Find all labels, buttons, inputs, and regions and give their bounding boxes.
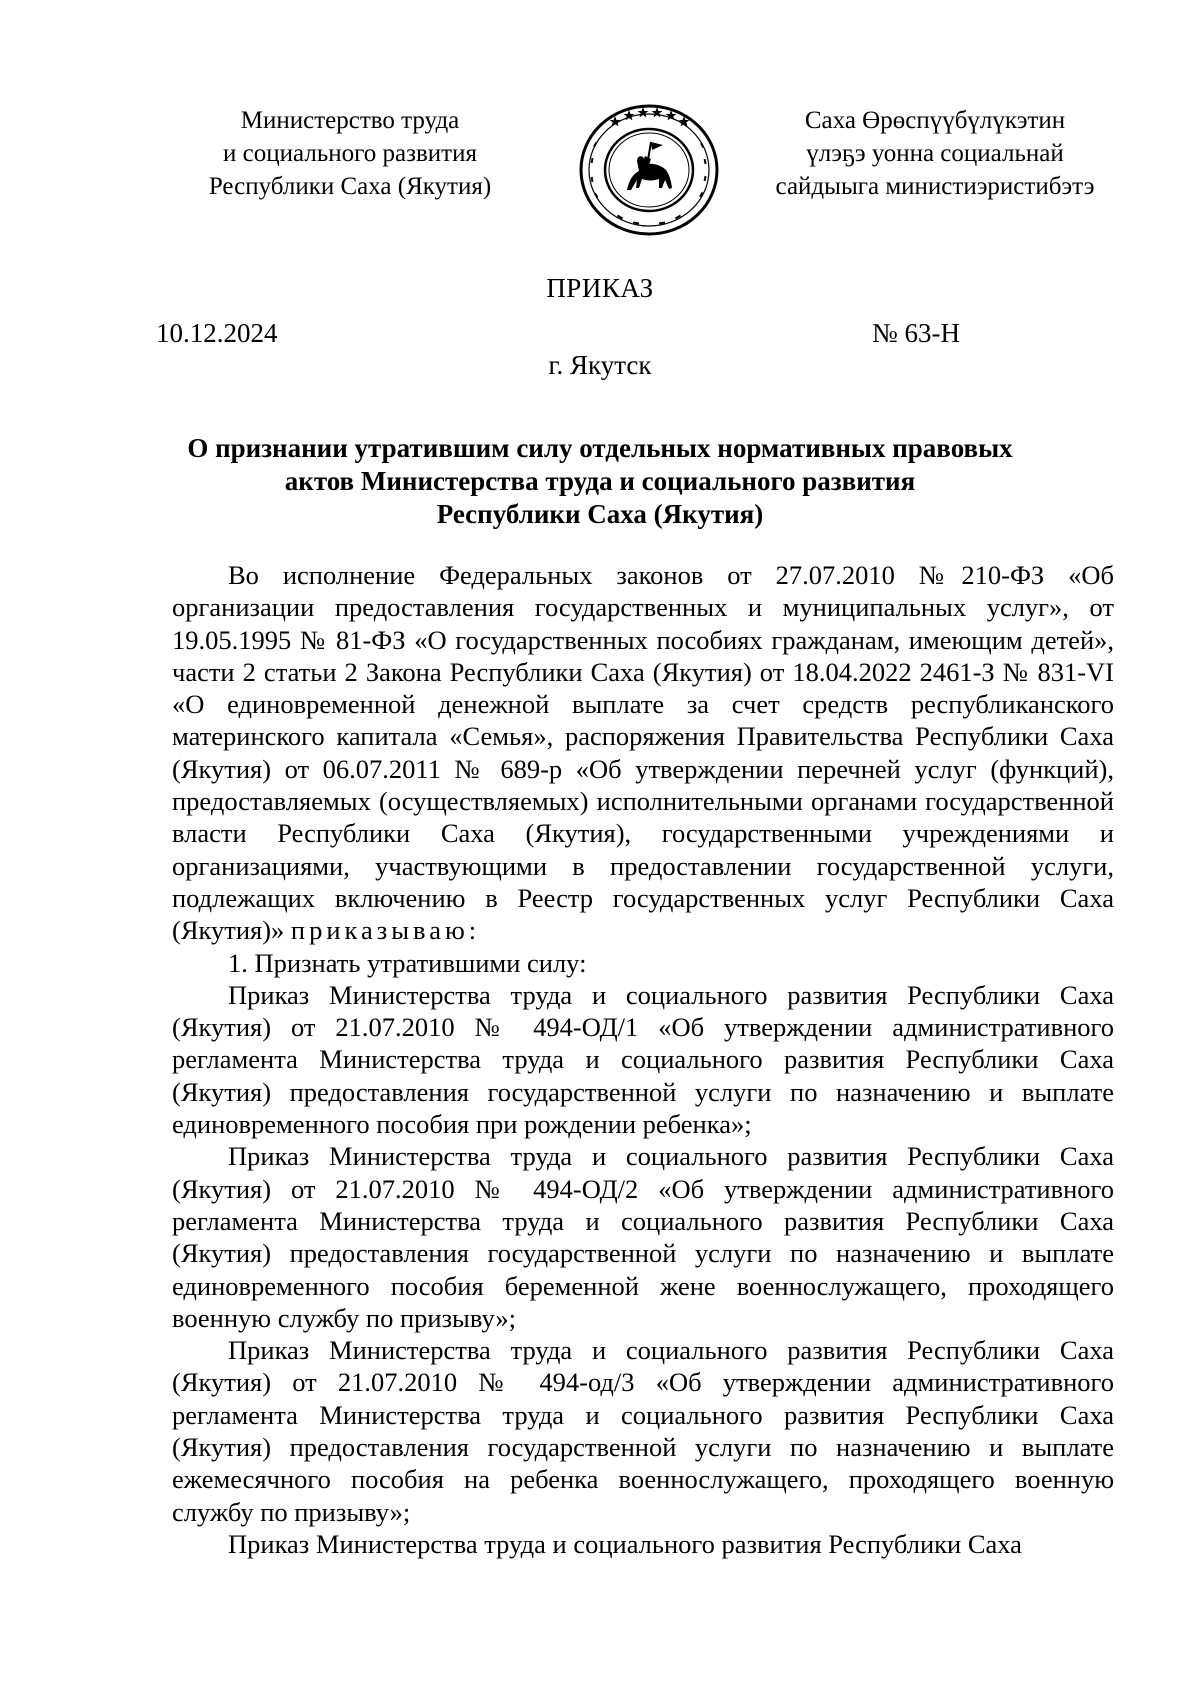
ministry-name-line: үлэҕэ уонна социальнай [806, 140, 1064, 167]
intro-paragraph [172, 559, 1114, 947]
ministry-name-line: и социального развития [223, 140, 477, 167]
repealed-order-paragraph: Приказ Министерства труда и социального развития Республики Саха (Якутия) от 21.07.2010 № 494-ОД/2 «Об утверждении административного регламента Министерства труда и социального развития Республики Саха (Якутия) предоставления государственной услуги по назначению и выплате единовременного пособия беременной жене военнослужащего, проходящего военную службу по призыву»; [172, 1141, 1114, 1333]
ministry-name-line: Республики Саха (Якутия) [208, 173, 492, 200]
order-heading: ПРИКАЗ [546, 273, 654, 303]
yakutia-coat-of-arms-icon [577, 104, 721, 236]
document-title-line: Республики Саха (Якутия) [436, 499, 764, 529]
document-title-line: О признании утратившим силу отдельных нормативных правовых [187, 433, 1013, 463]
letterhead [0, 104, 1200, 244]
ministry-name-line: Саха Өрөспүүбүлүкэтин [804, 107, 1066, 134]
repealed-order-paragraph: Приказ Министерства труда и социального развития Республики Саха (Якутия) от 21.07.2010 № 494-ОД/1 «Об утверждении административного регламента Министерства труда и социального развития Республики Саха (Якутия) предоставления государственной услуги по назначению и выплате единовременного пособия при рождении ребенка»; [172, 979, 1114, 1140]
document-body [172, 559, 1114, 1560]
document-title-line: актов Министерства труда и социального развития [284, 466, 916, 496]
ministry-name-line: сайдыыга министиэристибэтэ [775, 173, 1095, 200]
intro-text: Во исполнение Федеральных законов от 27.07.2010 №210-ФЗ «Об организации предоставления государственных и муниципальных услуг», от 19.05.1995 № 81-ФЗ «О государственных пособиях гражданам, имеющим детей», части 2 статьи 2 Закона Республики Саха (Якутия) от 18.04.2022 2461-З № 831-VI «О единовременной денежной выплате за счет средств республиканского материнского капитала «Семья», распоряжения Правительства Республики Саха (Якутия) от 06.07.2011 № 689-р «Об утверждении перечней услуг (функций), предоставляемых (осуществляемых) исполнительными органами государственной власти Республики Саха (Якутия), государственными учреждениями и организациями, участвующими в предоставлении государственной услуги, подлежащих включению в Реестр государственных услуг Республики Саха (Якутия)» [172, 560, 1114, 946]
order-number: № 63-Н [872, 318, 961, 348]
repealed-order-paragraph: Приказ Министерства труда и социального развития Республики Саха [228, 1528, 1022, 1559]
ministry-name-yakut [735, 104, 1135, 203]
ministry-name-line: Министерство труда [240, 107, 460, 134]
repealed-order-paragraph: Приказ Министерства труда и социального развития Республики Саха (Якутия) от 21.07.2010 № 494-од/3 «Об утверждении административного регламента Министерства труда и социального развития Республики Саха (Якутия) предоставления государственной услуги по назначению и выплате ежемесячного пособия на ребенка военнослужащего, проходящего военную службу по призыву»; [172, 1335, 1114, 1527]
document-title [150, 432, 1050, 531]
order-date: 10.12.2024 [156, 318, 278, 348]
decree-word: приказываю: [290, 915, 481, 946]
order-city: г. Якутск [548, 350, 652, 380]
ministry-name-russian [160, 104, 540, 203]
item-1-heading: 1. Признать утратившими силу: [228, 947, 587, 978]
